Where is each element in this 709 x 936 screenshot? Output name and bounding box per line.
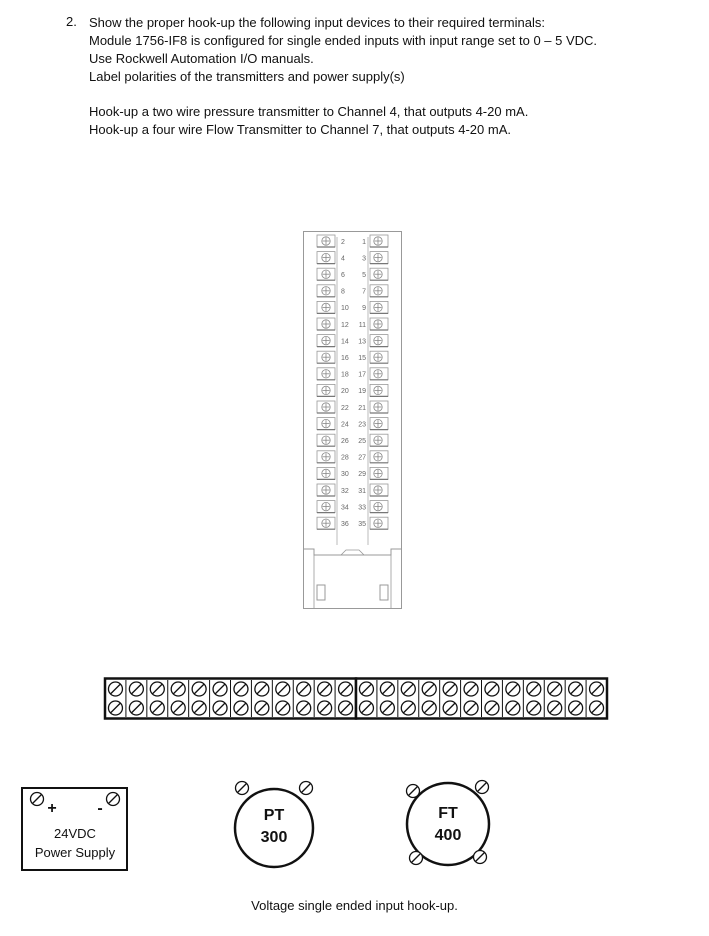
module-screw-icon[interactable] [317,368,335,380]
terminal-number: 20 [341,388,349,396]
screw-terminal-icon[interactable] [213,701,227,715]
screw-terminal-icon[interactable] [318,682,332,696]
terminal-number: 24 [341,421,349,429]
module-screw-icon[interactable] [370,351,388,363]
module-screw-icon[interactable] [370,467,388,479]
terminal-number: 17 [358,371,366,379]
question-text [89,14,689,86]
module-screw-icon[interactable] [317,517,335,529]
screw-terminal-icon[interactable] [590,682,604,696]
screw-terminal-icon[interactable] [464,682,478,696]
terminal-number: 32 [341,487,349,495]
module-screw-icon[interactable] [370,418,388,430]
screw-terminal-icon[interactable] [443,701,457,715]
screw-terminal-icon[interactable] [297,682,311,696]
screw-terminal-icon[interactable] [401,701,415,715]
screw-terminal-icon[interactable] [359,682,373,696]
question-line: Use Rockwell Automation I/O manuals. [89,51,314,66]
question-line: Module 1756-IF8 is configured for single ended inputs with input range set to 0 – 5 VDC. [89,33,598,48]
terminal-number: 5 [362,272,366,279]
terminal-number: 22 [341,404,349,412]
screw-terminal-icon[interactable] [485,682,499,696]
module-screw-icon[interactable] [370,368,388,380]
module-screw-icon[interactable] [317,384,335,396]
screw-terminal-icon[interactable] [476,781,489,794]
module-screw-icon[interactable] [317,467,335,479]
terminal-number: 29 [358,471,366,479]
module-screw-icon[interactable] [370,335,388,347]
terminal-number: 4 [341,255,345,263]
screw-terminal-icon[interactable] [234,682,248,696]
ft-tag-number: 400 [434,827,462,844]
module-screw-icon[interactable] [370,318,388,330]
screw-terminal-icon[interactable] [339,701,353,715]
screw-terminal-icon[interactable] [234,701,248,715]
module-screw-icon[interactable] [317,301,335,313]
terminal-number: 35 [358,521,366,528]
hookup-line: Hook-up a four wire Flow Transmitter to Channel 7, that outputs 4-20 mA. [89,122,511,137]
screw-terminal-icon[interactable] [569,682,583,696]
terminal-number: 6 [341,272,345,279]
power-supply-minus: - [97,800,103,817]
module-screw-icon[interactable] [370,235,388,247]
pressure-transmitter-symbol [225,776,325,876]
screw-terminal-icon[interactable] [108,682,122,696]
terminal-number: 28 [341,454,349,462]
screw-terminal-icon[interactable] [380,682,394,696]
module-screw-icon[interactable] [370,401,388,413]
question-line: Label polarities of the transmitters and power supply(s) [89,69,405,84]
module-screw-icon[interactable] [317,335,335,347]
screw-terminal-icon[interactable] [464,701,478,715]
terminal-number: 27 [358,454,366,462]
pt-tag-number: 300 [260,829,288,846]
module-screw-icon[interactable] [317,285,335,297]
screw-terminal-icon[interactable] [474,851,487,864]
power-supply-plus: + [47,800,57,817]
screw-terminal-icon[interactable] [129,682,143,696]
pt-tag-letters: PT [263,807,285,824]
diagram-caption: Voltage single ended input hook-up. [251,898,458,913]
module-screw-icon[interactable] [370,517,388,529]
screw-terminal-icon[interactable] [569,701,583,715]
ft-tag-letters: FT [438,805,458,822]
screw-terminal-icon[interactable] [150,701,164,715]
terminal-number: 12 [341,321,349,329]
question-line: Show the proper hook-up the following input devices to their required terminals: [89,15,545,30]
screw-terminal-icon[interactable] [548,701,562,715]
screw-terminal-icon[interactable] [192,701,206,715]
terminal-number: 23 [358,421,366,429]
screw-terminal-icon[interactable] [407,785,420,798]
module-screw-icon[interactable] [370,285,388,297]
terminal-number: 2 [341,238,345,246]
terminal-number: 15 [358,355,366,362]
screw-terminal-icon[interactable] [300,782,313,795]
terminal-number: 11 [358,321,366,329]
module-screw-icon[interactable] [317,318,335,330]
terminal-number: 8 [341,288,345,296]
module-screw-icon[interactable] [370,252,388,264]
terminal-number: 30 [341,471,349,479]
terminal-number: 21 [358,404,366,412]
screw-terminal-icon[interactable] [548,682,562,696]
module-screw-icon[interactable] [370,384,388,396]
screw-terminal-icon[interactable] [171,682,185,696]
screw-terminal-icon[interactable] [527,682,541,696]
screw-terminal-icon[interactable] [422,682,436,696]
power-supply-voltage: 24VDC [54,826,96,841]
question-number: 2. [66,14,77,29]
module-screw-icon[interactable] [317,235,335,247]
terminal-number: 10 [341,305,349,313]
screw-terminal-icon[interactable] [192,682,206,696]
screw-terminal-icon[interactable] [339,682,353,696]
screw-terminal-icon[interactable] [276,682,290,696]
module-screw-icon[interactable] [317,501,335,513]
screw-terminal-icon[interactable] [506,701,520,715]
terminal-number: 14 [341,338,349,346]
screw-terminal-icon[interactable] [213,682,227,696]
hookup-line: Hook-up a two wire pressure transmitter to Channel 4, that outputs 4-20 mA. [89,104,529,119]
power-supply-label: Power Supply [34,845,116,860]
terminal-number: 25 [358,438,366,445]
module-screw-icon[interactable] [317,484,335,496]
module-screw-icon[interactable] [317,401,335,413]
terminal-number: 26 [341,438,349,445]
terminal-number: 33 [358,504,366,512]
screw-terminal-icon[interactable] [410,852,423,865]
module-screw-icon[interactable] [370,451,388,463]
screw-terminal-icon[interactable] [150,682,164,696]
module-screw-icon[interactable] [317,451,335,463]
module-screw-icon[interactable] [317,252,335,264]
terminal-number: 36 [341,521,349,528]
screw-terminal-icon[interactable] [318,701,332,715]
io-module-diagram [300,229,406,611]
screw-terminal-icon[interactable] [443,682,457,696]
screw-terminal-icon[interactable] [485,701,499,715]
screw-terminal-icon[interactable] [171,701,185,715]
module-screw-icon[interactable] [317,434,335,446]
module-screw-icon[interactable] [370,268,388,280]
module-screw-icon[interactable] [317,268,335,280]
terminal-number: 9 [362,305,366,313]
flow-transmitter-symbol [398,774,498,874]
screw-terminal-icon[interactable] [590,701,604,715]
terminal-number: 1 [362,238,366,246]
module-screw-icon[interactable] [370,484,388,496]
module-screw-icon[interactable] [317,351,335,363]
screw-terminal-icon[interactable] [236,782,249,795]
module-screw-icon[interactable] [317,418,335,430]
screw-terminal-icon[interactable] [527,701,541,715]
terminal-number: 19 [358,388,366,396]
screw-terminal-icon[interactable] [276,701,290,715]
screw-terminal-icon[interactable] [359,701,373,715]
terminal-number: 31 [358,487,366,495]
terminal-number: 16 [341,355,349,362]
screw-terminal-icon[interactable] [401,682,415,696]
screw-terminal-icon[interactable] [255,682,269,696]
screw-terminal-icon[interactable] [108,701,122,715]
screw-terminal-icon[interactable] [422,701,436,715]
terminal-number: 34 [341,504,349,512]
terminal-number: 18 [341,371,349,379]
terminal-strip [103,677,609,721]
screw-terminal-icon[interactable] [380,701,394,715]
module-screw-icon[interactable] [370,301,388,313]
module-screw-icon[interactable] [370,434,388,446]
hookup-instructions [89,103,528,139]
module-screw-icon[interactable] [370,501,388,513]
terminal-number: 7 [362,288,366,296]
screw-terminal-icon[interactable] [255,701,269,715]
terminal-number: 13 [358,338,366,346]
screw-terminal-icon[interactable] [297,701,311,715]
terminal-number: 3 [362,255,366,263]
screw-terminal-icon[interactable] [129,701,143,715]
screw-terminal-icon[interactable] [506,682,520,696]
